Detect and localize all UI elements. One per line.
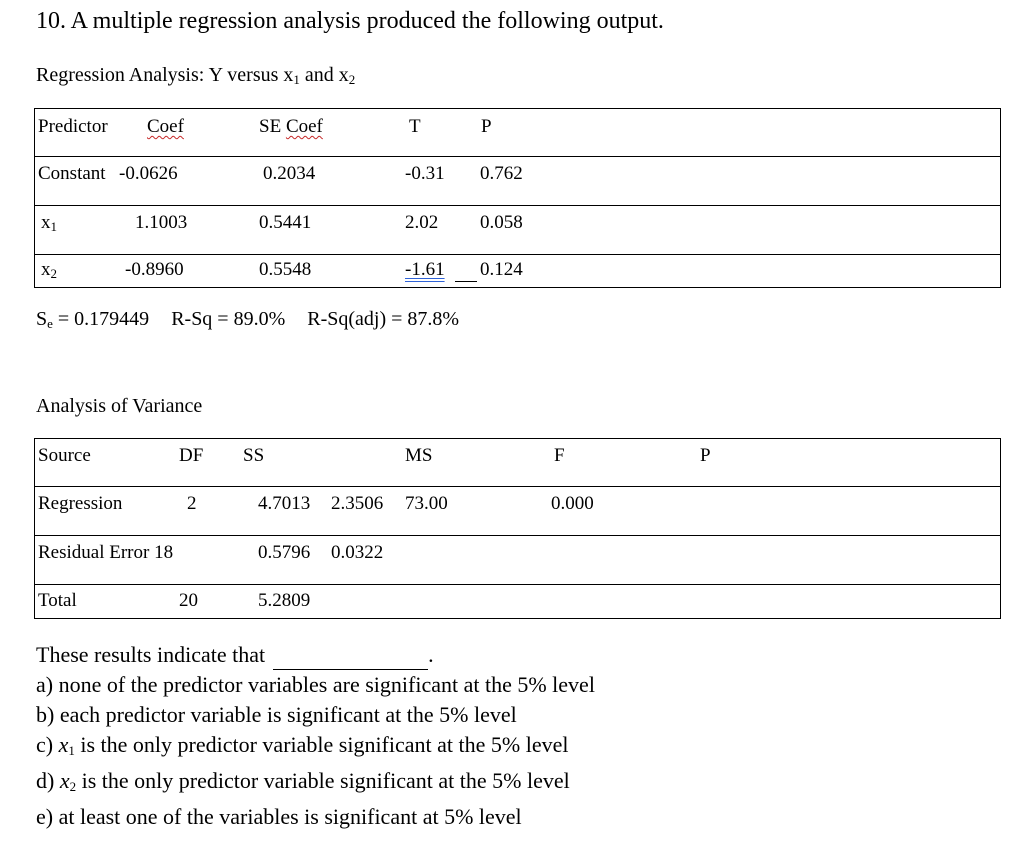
rsq-stat: R-Sq = 89.0% [171, 308, 286, 330]
cell-p: 0.124 [480, 259, 523, 280]
cell-source: Total [38, 590, 77, 611]
header-coef: Coef [147, 116, 184, 137]
cell-ss: 5.2809 [258, 590, 311, 611]
cell-source: Residual Error 18 [38, 542, 174, 563]
regression-stats [36, 308, 459, 332]
option-d: d) $x_2$ is the only predictor variable significant at the 5% level [36, 768, 570, 794]
cell-p: 0.000 [551, 493, 594, 514]
cell-se-coef: 0.5441 [259, 212, 312, 233]
cell-coef: 1.1003 [135, 212, 188, 233]
header-df: DF [179, 445, 204, 466]
option-a: a) none of the predictor variables are significant at the 5% level [36, 672, 595, 697]
cell-df: 20 [179, 590, 198, 611]
regression-header-row [34, 108, 1001, 157]
cell-se-coef: 0.2034 [263, 163, 316, 184]
cell-t: -0.31 [405, 163, 445, 184]
header-t: T [409, 116, 421, 137]
se-stat: $S_e = 0.179449$ [36, 308, 150, 331]
header-p: P [481, 116, 492, 137]
cell-predictor: $x_1$ [41, 212, 57, 234]
anova-title: Analysis of Variance [36, 395, 203, 417]
cell-coef: -0.0626 [119, 163, 178, 184]
table-row [34, 536, 1001, 585]
cell-ss: 4.7013 [258, 493, 311, 514]
option-b: b) each predictor variable is significant at the 5% level [36, 702, 517, 727]
question-title: 10. A multiple regression analysis produced the following output. [36, 8, 664, 34]
cell-t: -1.61 [405, 259, 445, 280]
answer-options [36, 640, 595, 832]
cell-ms: 0.0322 [331, 542, 384, 563]
cell-source: Regression [38, 493, 123, 514]
cell-coef: -0.8960 [125, 259, 184, 280]
header-f: F [554, 445, 565, 466]
cell-ms: 2.3506 [331, 493, 384, 514]
cell-predictor: $x_2$ [41, 259, 57, 281]
cell-p: 0.762 [480, 163, 523, 184]
header-source: Source [38, 445, 91, 466]
header-ss: SS [243, 445, 265, 466]
regression-title: Regression Analysis: Y versus $x_1$ and $x_2$ [36, 64, 356, 87]
rsq-adj-stat: R-Sq(adj) = 87.8% [307, 308, 460, 330]
header-predictor: Predictor [38, 116, 108, 137]
table-row [34, 487, 1001, 536]
cell-predictor: Constant [38, 163, 106, 184]
answer-blank [273, 651, 428, 670]
cell-ss: 0.5796 [258, 542, 311, 563]
table-row [34, 206, 1001, 255]
underline-gap [455, 259, 477, 282]
header-se-coef: SE Coef [259, 116, 323, 137]
cell-f: 73.00 [405, 493, 448, 514]
prompt-lead: These results indicate that . [36, 640, 595, 670]
cell-se-coef: 0.5548 [259, 259, 312, 280]
cell-t: 2.02 [405, 212, 439, 233]
table-row [34, 585, 1001, 619]
option-c: c) $x_1$ is the only predictor variable significant at the 5% level [36, 732, 569, 758]
option-e: e) at least one of the variables is significant at 5% level [36, 804, 522, 829]
anova-header-row [34, 438, 1001, 487]
cell-df: 2 [187, 493, 197, 514]
table-row [34, 255, 1001, 288]
header-ms: MS [405, 445, 433, 466]
cell-p: 0.058 [480, 212, 523, 233]
table-row [34, 157, 1001, 206]
header-p: P [700, 445, 711, 466]
